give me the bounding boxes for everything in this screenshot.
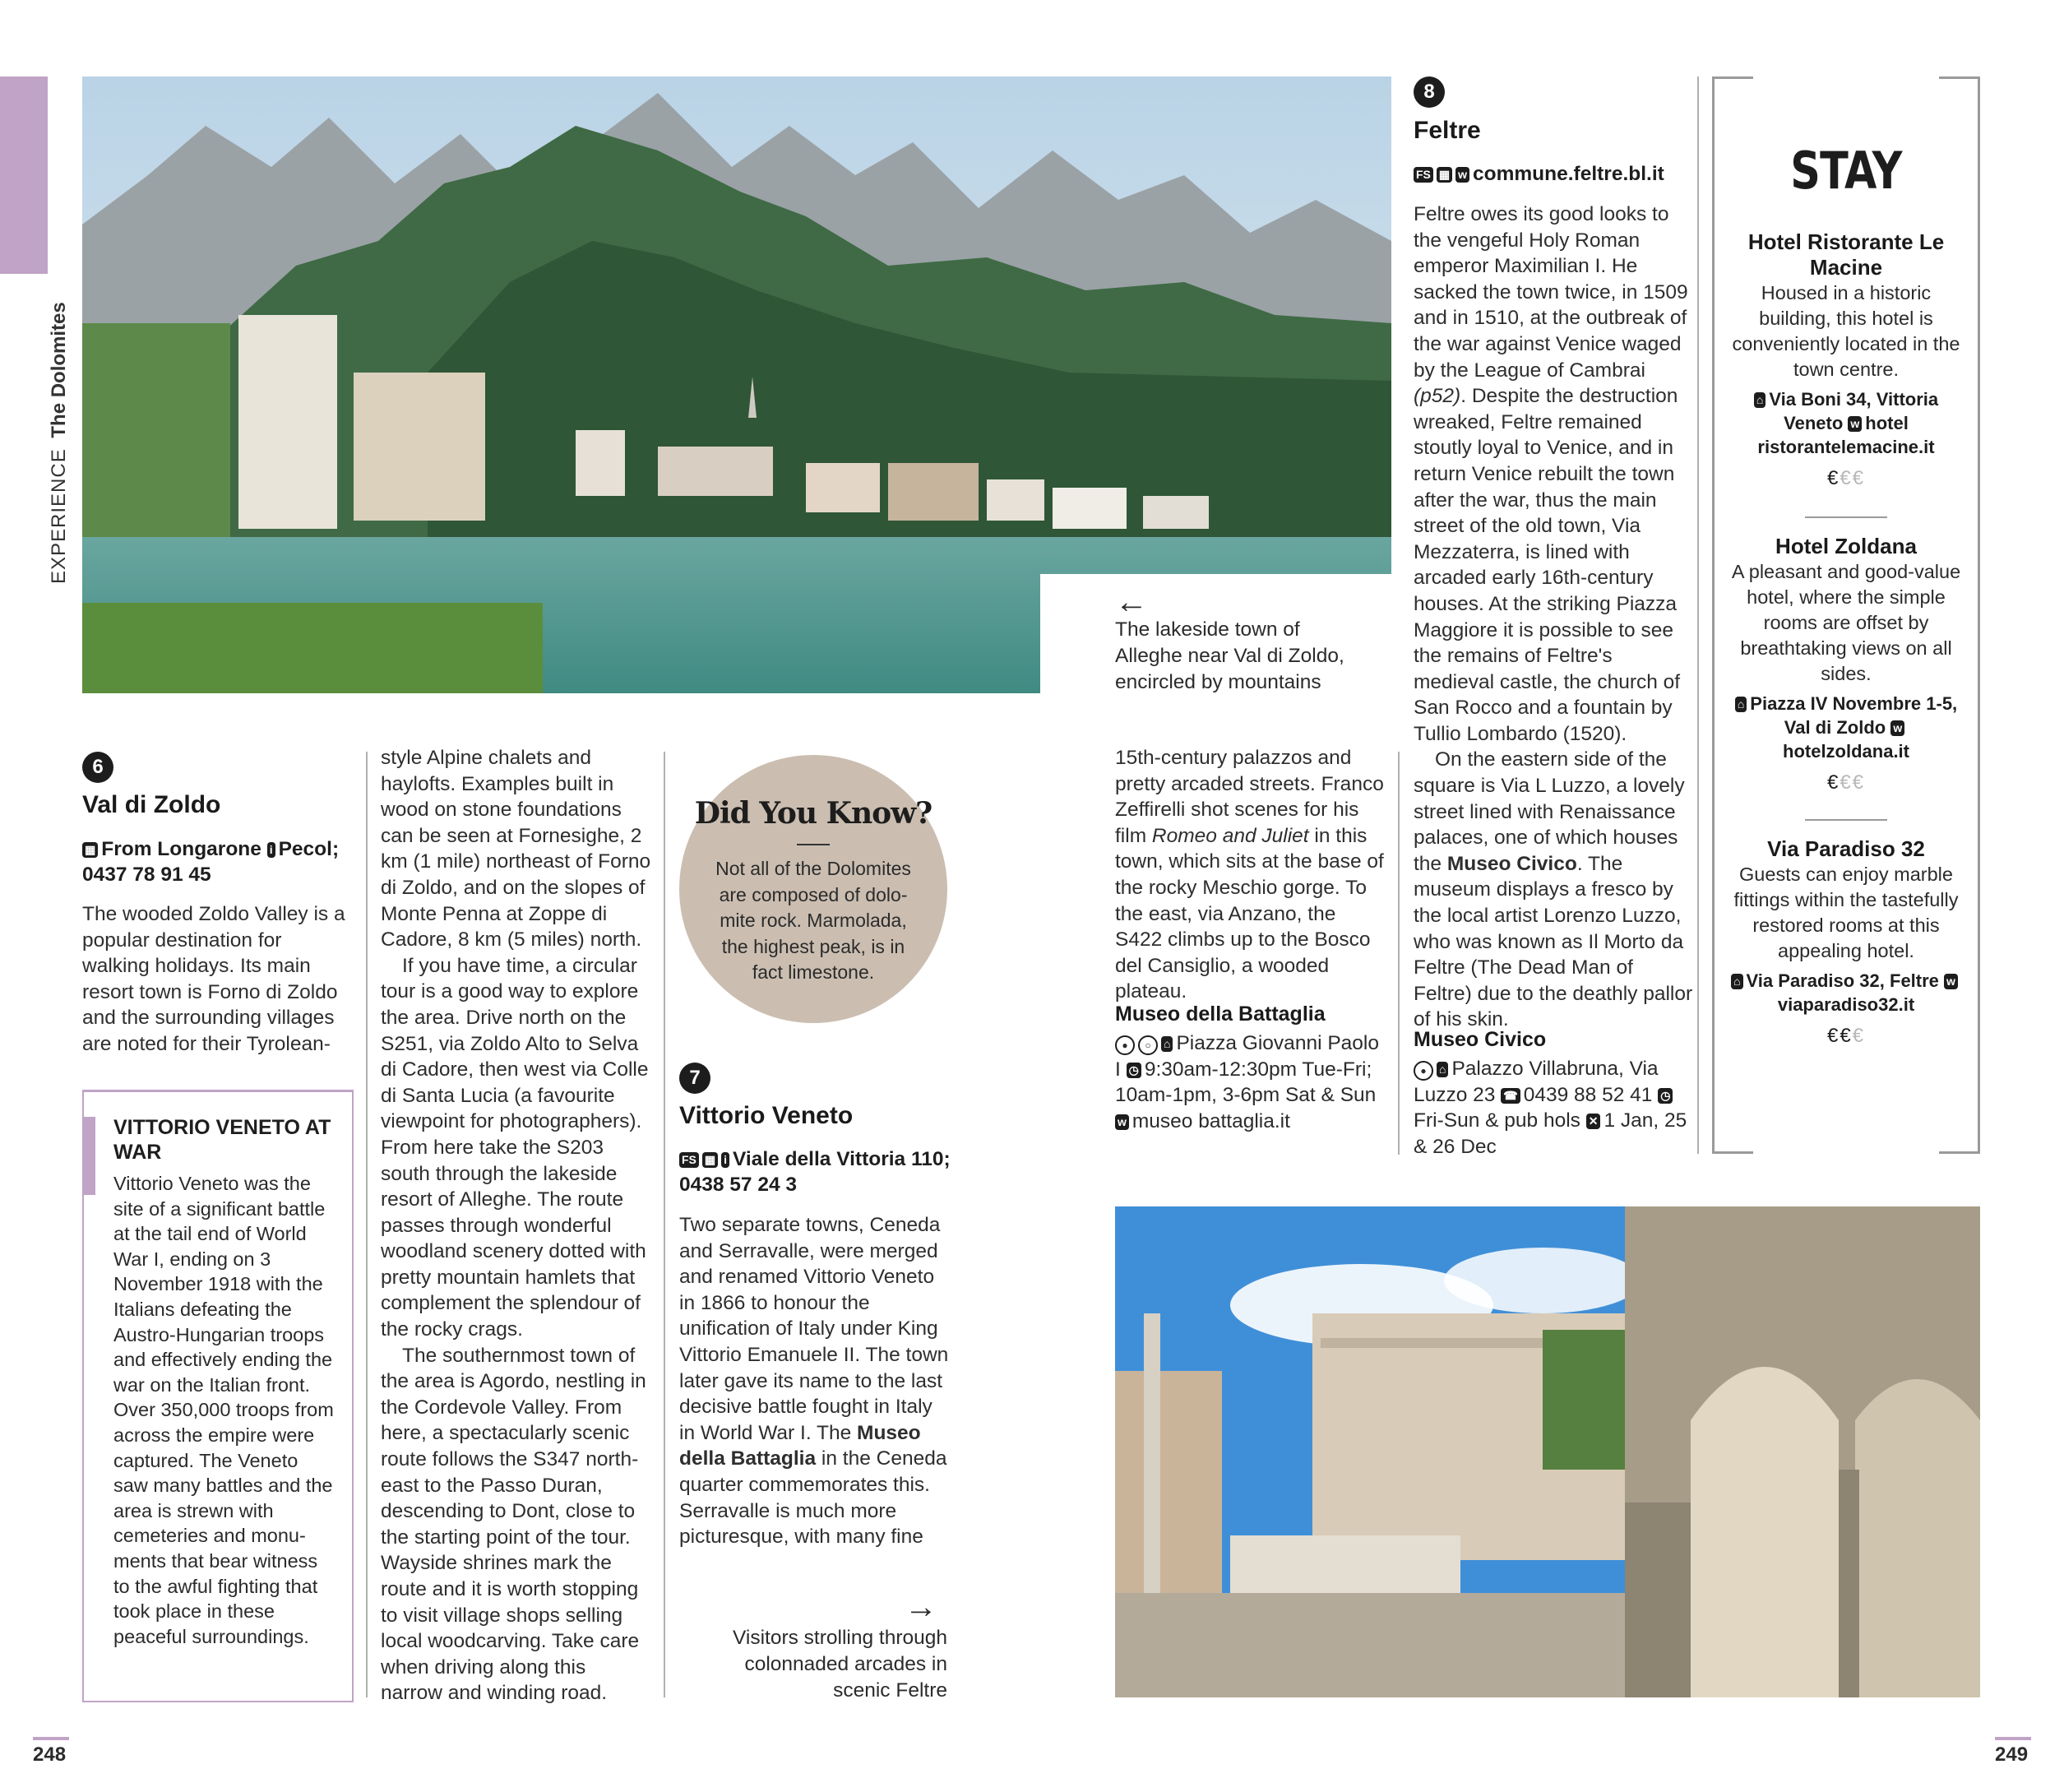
hotel-address-line — [1728, 692, 1964, 763]
info-icon: i — [267, 842, 275, 858]
phone-icon: ☎ — [1501, 1088, 1520, 1104]
museo-civico-closed: 1 Jan, 25 & 26 Dec — [1414, 1109, 1687, 1158]
stay-hotel-2 — [1728, 534, 1964, 794]
address-icon: ⌂ — [1735, 697, 1747, 712]
euro-2: € — [1840, 1025, 1853, 1047]
column-rule-1 — [366, 752, 368, 1697]
web-icon: w — [1890, 720, 1904, 736]
feltre-body — [1414, 201, 1693, 1033]
bus-icon: ▦ — [82, 842, 98, 858]
zoldo-paragraph-4: The southernmost town of the area is Agordo, nestling in the Cordevole Valley. From here, a spectacularly scenic route follows the S347 north-east to the Passo Duran, descending to Dont, close to the starting point of the tour. Wayside shrines mark the route and it is worth stopping to visit village shops selling local woodcarving. Take care when driving along this narrow and winding road. — [381, 1344, 646, 1705]
column-rule-3 — [1398, 752, 1400, 1155]
zoldo-paragraph-2: style Alpine chalets and haylofts. Examples built in wood on stone foundations can be seen at Fornesighe, 2 km (1 mile) northeast of Forno di Zoldo, and on the slopes of Monte Penna at Zoppe di Cadore, 8 km (5 miles) north. — [381, 747, 651, 952]
web-icon: w — [1115, 1114, 1129, 1130]
stay-divider-2 — [1805, 819, 1887, 821]
zoldo-transport: From Longarone — [101, 838, 261, 860]
stay-title: STAY — [1790, 141, 1902, 201]
address-icon: ⌂ — [1161, 1036, 1173, 1052]
museo-battaglia-heading: Museo della Battaglia — [1115, 1003, 1326, 1026]
closed-icon: ✕ — [1586, 1114, 1601, 1129]
wheelchair-icon: ● — [1115, 1035, 1135, 1055]
stay-border-tr — [1939, 76, 1980, 79]
stay-border-left — [1712, 76, 1715, 1154]
euro-3: € — [1852, 467, 1866, 489]
war-box-accent — [84, 1117, 95, 1195]
did-you-know-circle — [679, 755, 947, 1023]
fs-icon: FS — [679, 1152, 699, 1168]
vittorio-paragraph-1 — [679, 1212, 951, 1550]
hotel-name: Hotel Zoldana — [1775, 534, 1917, 558]
clock-icon: ◷ — [1658, 1088, 1673, 1104]
zoldo-info — [82, 836, 362, 887]
museo-battaglia-web: museo battaglia.it — [1131, 1109, 1290, 1132]
info-icon: i — [721, 1152, 729, 1168]
section-number-8: 8 — [1414, 76, 1445, 108]
stay-border-right — [1978, 76, 1980, 1154]
price-rating — [1728, 467, 1964, 490]
vittorio-text-c: 15th-century palazzos and pretty arcaded streets. Franco Zeffirelli shot scenes for his film — [1115, 747, 1384, 847]
accent-tab — [0, 76, 48, 274]
feltre-text-d: . The museum displays a fresco by the local artist Lorenzo Luzzo, who was known as Il Morto da Feltre (The Dead Man of Feltre) due to the deathly pallor of his skin. — [1414, 852, 1693, 1031]
museo-battaglia-details — [1115, 1030, 1386, 1134]
museo-civico-hours: Fri-Sun & pub hols — [1414, 1109, 1580, 1132]
stay-hotel-3 — [1728, 836, 1964, 1048]
top-caption-arrow: ← — [1115, 584, 1148, 620]
did-you-know-title: Did You Know? — [694, 796, 933, 831]
feltre-paragraph-1 — [1414, 201, 1693, 747]
did-you-know-rule — [797, 844, 830, 845]
hotel-address-line — [1728, 969, 1964, 1016]
wheelchair-icon: ● — [1414, 1061, 1433, 1081]
zoldo-info-text: Pecol; 0437 78 91 45 — [82, 838, 340, 886]
page-number-right: 249 — [1995, 1743, 2029, 1766]
zoldo-paragraph-3: If you have time, a circular tour is a good way to explore the area. Drive north on the S251, via Zoldo Alto to Selva di Cadore, then west via Colle di Santa Lucia (a favourite viewpoint for photographers). From here take the S203 south through the lakeside resort of Alleghe. The route passes through wonderful woodland scenery dotted with pretty mountain hamlets that complement the splendour of the rocky crags. — [381, 954, 649, 1341]
hotel-address: Via Boni 34, Vittoria Veneto — [1769, 389, 1939, 433]
zoldo-body-col2 — [381, 745, 652, 1706]
stay-divider-1 — [1805, 516, 1887, 518]
feltre-photo — [1115, 1206, 1980, 1697]
feltre-paragraph-2 — [1414, 747, 1693, 1033]
section-label — [48, 302, 71, 584]
hotel-name: Via Paradiso 32 — [1767, 836, 1925, 861]
hotel-address-line — [1728, 387, 1964, 459]
page-number-right-mark — [1995, 1737, 2031, 1740]
did-you-know-text: Not all of the Dolomites are composed of dolo-mite rock. Marmolada, the highest peak, is in fact limestone. — [715, 858, 911, 984]
zoldo-paragraph-1: The wooded Zoldo Valley is a popular destination for walking holidays. Its main resort town is Forno di Zoldo and the surrounding villages are noted for their Tyrolean- — [82, 903, 345, 1055]
feltre-text-c: On the eastern side of the square is Via L Luzzo, a lovely street lined with Renaissance palaces, one of which houses the — [1414, 748, 1685, 875]
vittorio-body-col3 — [679, 1212, 951, 1550]
bus-icon: ▦ — [702, 1152, 718, 1168]
price-rating — [1728, 771, 1964, 794]
clock-icon: ◷ — [1127, 1063, 1141, 1078]
hotel-address: Piazza IV Novembre 1-5, Val di Zoldo — [1750, 693, 1958, 738]
romeo-juliet-title: Romeo and Juliet — [1151, 824, 1309, 847]
hotel-web: hotel ristorantelemacine.it — [1757, 413, 1935, 457]
hotel-description: A pleasant and good-value hotel, where the simple rooms are offset by breathtaking views on all sides. — [1731, 561, 1961, 684]
museo-battaglia-address: Piazza Giovanni Paolo I — [1115, 1032, 1379, 1081]
war-box — [82, 1090, 354, 1702]
vittorio-paragraph-2 — [1115, 745, 1386, 1005]
hotel-web: viaparadiso32.it — [1777, 994, 1915, 1015]
web-icon: w — [1848, 416, 1862, 432]
stay-border-tl — [1712, 76, 1753, 79]
page-number-left-mark — [33, 1737, 69, 1740]
vittorio-body-col4 — [1115, 745, 1386, 1005]
alleghe-illustration — [82, 76, 1391, 693]
address-icon: ⌂ — [1754, 392, 1766, 408]
museo-civico-phone: 0439 88 52 41 — [1523, 1083, 1653, 1106]
bus-icon: ▦ — [1437, 167, 1452, 183]
euro-3: € — [1852, 771, 1866, 794]
museo-civico-details — [1414, 1056, 1693, 1160]
war-box-text: Vittorio Veneto was the site of a significant battle at the tail end of World War I, ending on 3 November 1918 with the Italians defeating the Austro-Hungarian troops and effectively ending the war on the Italian front. Over 350,000 troops from across the empire were captured. The Veneto saw many battles and the area is strewn with cemeteries and monu-ments that bear witness to the awful fighting that took place in these peaceful surroundings. — [113, 1173, 334, 1647]
stay-border-br — [1939, 1151, 1980, 1154]
stay-border-bl — [1712, 1151, 1753, 1154]
bottom-caption: Visitors strolling through colonnaded arcades in scenic Feltre — [732, 1627, 947, 1702]
museo-battaglia-link: Museo della Battaglia — [679, 1421, 921, 1470]
column-rule-4 — [1697, 76, 1699, 1154]
vittorio-text-a: Two separate towns, Ceneda and Serravalle, were merged and renamed Vittorio Veneto in 1866 to honour the unification of Italy under King Vittorio Emanuele II. The town later gave its name to the last decisive battle fought in Italy in World War I. The — [679, 1214, 949, 1444]
section-number-7: 7 — [679, 1063, 710, 1094]
address-icon: ⌂ — [1731, 974, 1742, 989]
no-photo-icon: ○ — [1138, 1035, 1158, 1055]
war-box-title: VITTORIO VENETO AT WAR — [113, 1116, 331, 1164]
vittorio-text-b: in the Ceneda quarter commemorates this. Serravalle is much more picturesque, with many fine — [679, 1447, 947, 1549]
hotel-description: Guests can enjoy marble fittings within the tastefully restored rooms at this appealing hotel. — [1733, 864, 1959, 961]
section-region: The Dolomites — [48, 302, 70, 438]
feltre-info — [1414, 161, 1664, 187]
price-rating — [1728, 1025, 1964, 1048]
web-icon: w — [1944, 974, 1958, 989]
museo-battaglia-hours: 9:30am-12:30pm Tue-Fri; 10am-1pm, 3-6pm Sat & Sun — [1115, 1058, 1377, 1107]
euro-2: € — [1840, 467, 1853, 489]
zoldo-title: Val di Zoldo — [82, 791, 221, 818]
section-number-6: 6 — [82, 752, 113, 783]
museo-civico-heading: Museo Civico — [1414, 1028, 1547, 1051]
vittorio-info — [679, 1146, 951, 1197]
feltre-illustration — [1115, 1206, 1980, 1697]
euro-2: € — [1840, 771, 1853, 794]
vittorio-title: Vittorio Veneto — [679, 1102, 854, 1129]
euro-1: € — [1826, 467, 1840, 489]
alleghe-photo — [82, 76, 1391, 693]
museo-civico-link: Museo Civico — [1446, 852, 1577, 875]
page-number-left: 248 — [33, 1743, 67, 1766]
hotel-name: Hotel Ristorante Le Macine — [1747, 229, 1945, 280]
euro-3: € — [1852, 1025, 1866, 1047]
stay-box — [1712, 76, 1980, 1154]
vittorio-info-text: Viale della Vittoria 110; 0438 57 24 3 — [679, 1148, 951, 1196]
feltre-text-b: . Despite the destruction wreaked, Feltre remained stoutly loyal to Venice, and in return Venice rebuilt the town after the war, thus the main street of the old town, Via Mezzaterra, is lined with arcaded early 16th-century houses. At the striking Piazza Maggiore it is possible to see the remains of Feltre's medieval castle, the church of San Rocco and a fountain by Tullio Lombardo (1520). — [1414, 385, 1681, 745]
address-icon: ⌂ — [1437, 1062, 1448, 1077]
feltre-text-a: Feltre owes its good looks to the vengeful Holy Roman emperor Maximilian I. He sacked the town twice, in 1509 and in 1510, at the outbreak of the war against Venice waged by the League of Cambrai — [1414, 203, 1688, 382]
hotel-web: hotelzoldana.it — [1783, 741, 1909, 762]
bottom-caption-arrow: → — [905, 1589, 937, 1625]
hotel-address: Via Paradiso 32, Feltre — [1746, 970, 1939, 991]
museo-civico-address: Palazzo Villabruna, Via Luzzo 23 — [1414, 1058, 1659, 1106]
euro-1: € — [1826, 771, 1840, 794]
top-caption: The lakeside town of Alleghe near Val di Zoldo, encircled by mountains — [1115, 618, 1344, 693]
feltre-title: Feltre — [1414, 117, 1481, 144]
page-reference: (p52) — [1414, 385, 1461, 408]
zoldo-body-col1 — [82, 901, 345, 1058]
feltre-web: commune.feltre.bl.it — [1473, 163, 1664, 185]
hotel-description: Housed in a historic building, this hotel is conveniently located in the town centre. — [1732, 282, 1960, 380]
euro-1: € — [1826, 1025, 1840, 1047]
web-icon: w — [1455, 167, 1469, 183]
column-rule-2 — [664, 752, 665, 1697]
section-category: EXPERIENCE — [48, 448, 70, 584]
fs-icon: FS — [1414, 167, 1433, 183]
stay-hotel-1 — [1728, 229, 1964, 490]
vittorio-text-d: in this town, which sits at the base of the rocky Meschio gorge. To the east, via Anzano, the S422 climbs up to the Bosco del Cansiglio, a wooded plateau. — [1115, 824, 1384, 1003]
